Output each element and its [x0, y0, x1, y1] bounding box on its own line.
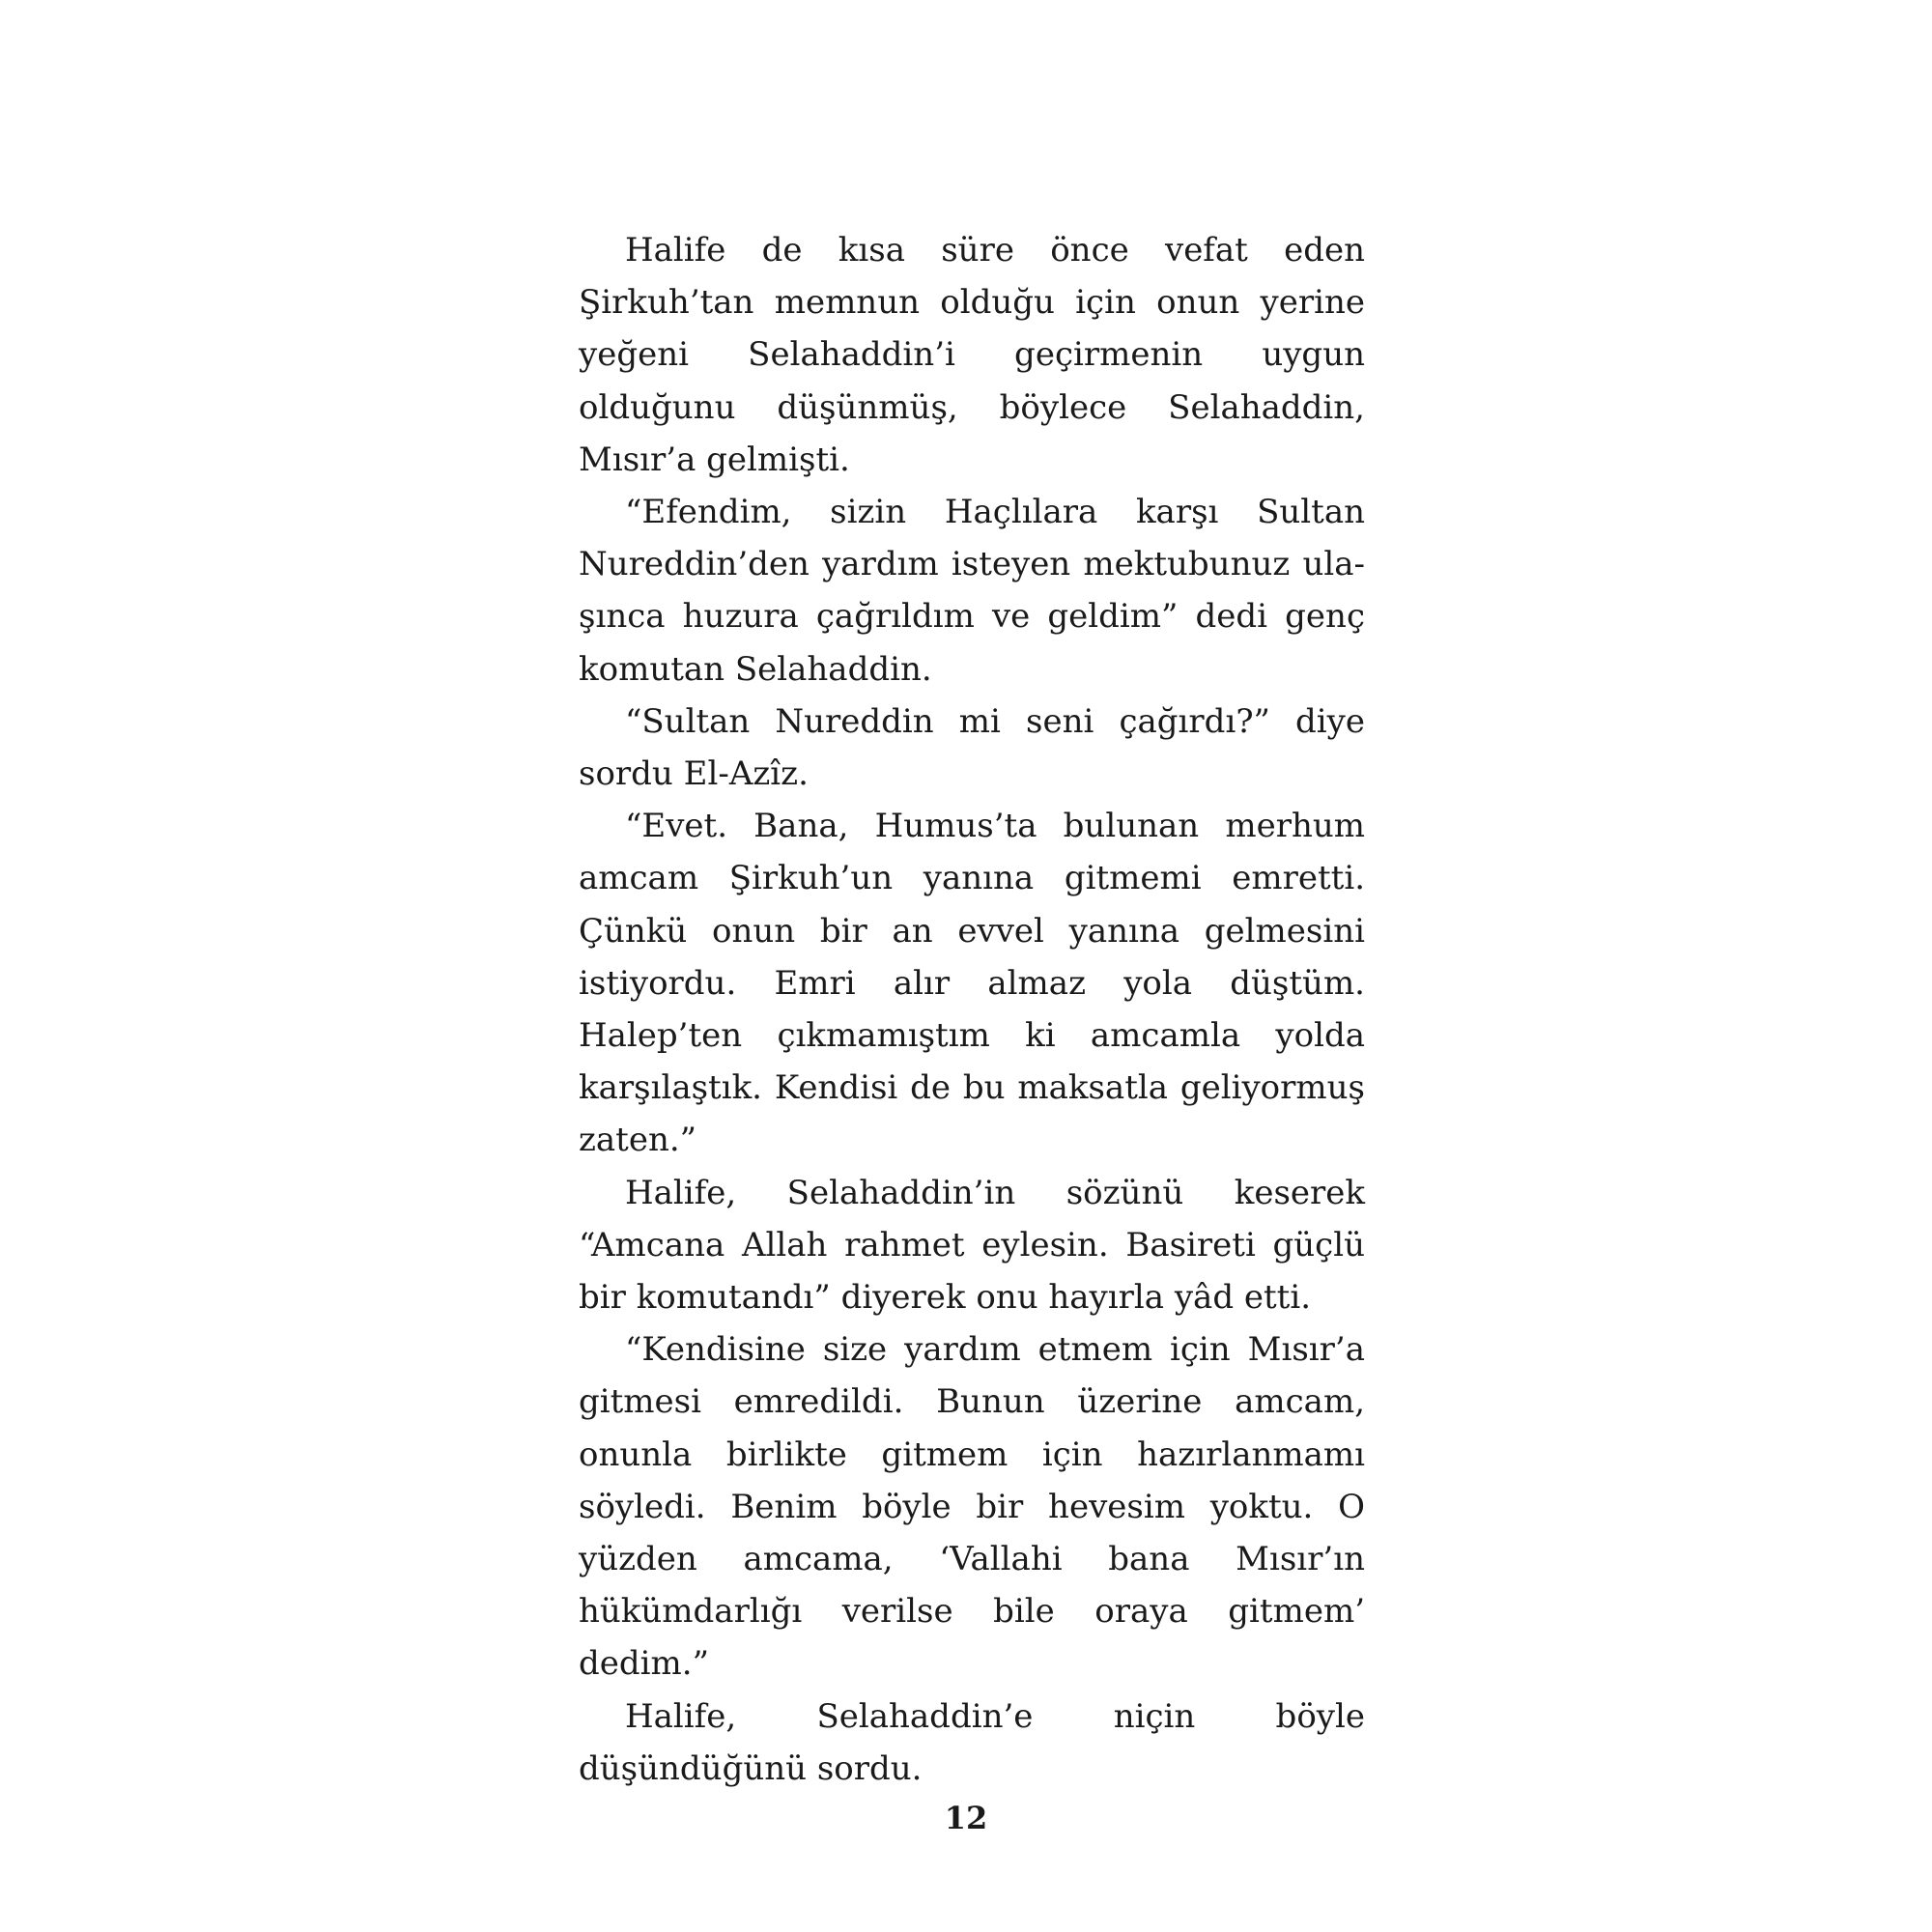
paragraph: Halife, Selahaddin’in sözünü keserek “Amcana Allah rahmet eylesin. Basireti güçlü bir komutandı” diyerek onu hayırla yâd etti.	[579, 1173, 1365, 1318]
paragraph: “Kendisine size yardım etmem için Mısır’a gitmesi emredildi. Bunun üzerine amcam, onunla birlikte gitmem için hazırlanmamı söyledi. Benim böyle bir hevesim yoktu. O yüzden amcama, ‘Vallahi bana Mısır’ın hükümdarlığı verilse bile oraya gitmem’ dedim.”	[579, 1330, 1365, 1684]
paragraph: Halife de kısa süre önce vefat eden Şirkuh’tan memnun olduğu için onun yerine yeğeni Selahaddin’i geçirmenin uygun olduğunu düşünmüş, böylece Selahaddin, Mısır’a gelmişti.	[579, 231, 1365, 479]
paragraph: “Evet. Bana, Humus’ta bulunan merhum amcam Şirkuh’un yanına gitmemi emretti. Çünkü onun bir an evvel yanına gelmesini istiyordu. Emri alır almaz yola düştüm. Halep’ten çıkmamıştım ki amcamla yolda karşılaştık. Kendisi de bu maksatla geliyormuş zaten.”	[579, 807, 1365, 1160]
paragraph: “Efendim, sizin Haçlılara karşı Sultan Nureddin’den yardım isteyen mektubunuz ulaşınca huzura çağrıldım ve geldim” dedi genç komutan Selahaddin.	[579, 493, 1365, 689]
page-number: 12	[944, 1800, 988, 1836]
paragraph: Halife, Selahaddin’e niçin böyle düşündüğünü sordu.	[579, 1696, 1365, 1788]
body-text	[579, 224, 1365, 1795]
paragraph: “Sultan Nureddin mi seni çağırdı?” diye sordu El-Azîz.	[579, 701, 1365, 794]
